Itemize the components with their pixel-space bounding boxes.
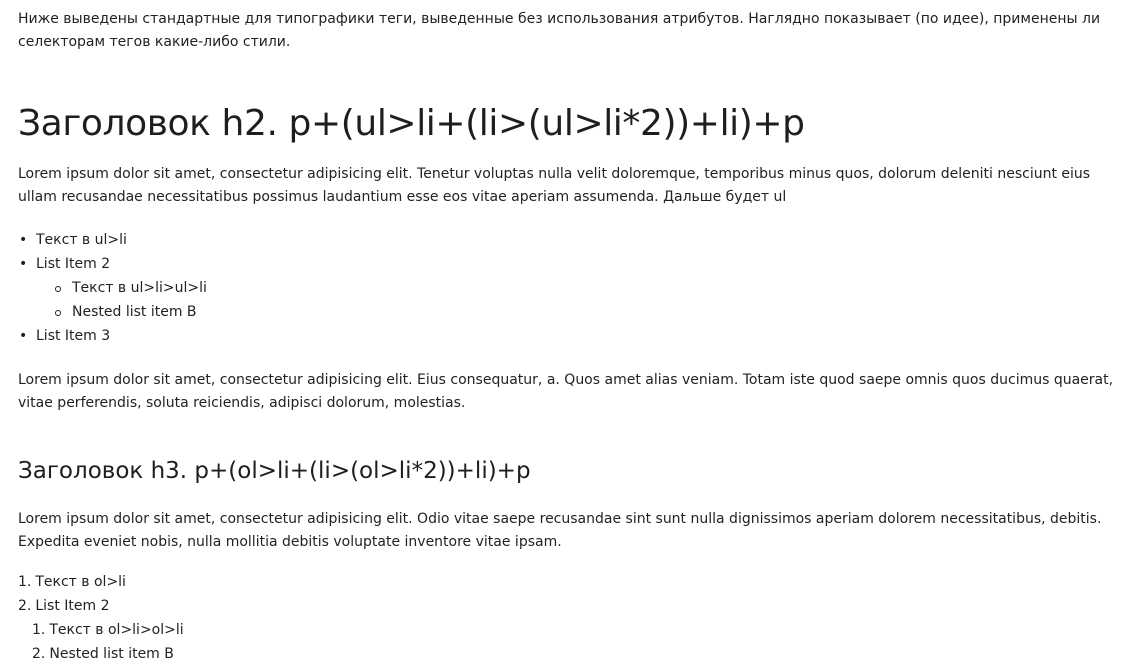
list-item-text: List Item 3	[36, 328, 111, 344]
heading-h2: Заголовок h2. p+(ul>li+(li>(ul>li*2))+li)+p	[18, 103, 805, 144]
ordered-list-item	[18, 594, 184, 666]
heading-h3: Заголовок h3. p+(ol>li+(li>(ol>li*2))+li)+p	[18, 458, 531, 484]
nested-ordered-list-item	[18, 618, 184, 642]
ordered-list	[18, 570, 184, 666]
list-item-text: List Item 2	[36, 256, 111, 272]
paragraph-1: Lorem ipsum dolor sit amet, consectetur adipisicing elit. Tenetur voluptas nulla velit doloremque, temporibus minus quos, dolorum deleniti nesciunt eius ullam recusandae necessitatibus possimus laudantium esse eos vitae aperiam assumenda. Дальше будет ul	[18, 166, 1091, 205]
list-item-text: Текст в ol>li	[35, 574, 126, 590]
nested-list-item	[54, 300, 207, 324]
list-number: 1.	[18, 574, 32, 590]
list-item-text: List Item 2	[35, 598, 110, 614]
nested-ordered-list	[18, 618, 184, 666]
nested-ordered-list-item	[18, 642, 184, 666]
list-item-text: Текст в ol>li>ol>li	[49, 622, 184, 638]
bullet-icon: •	[19, 232, 28, 248]
list-item-text: Текст в ul>li>ul>li	[72, 280, 207, 296]
list-item	[18, 228, 207, 252]
paragraph-3: Lorem ipsum dolor sit amet, consectetur adipisicing elit. Odio vitae saepe recusandae sint sunt nulla dignissimos aperiam dolorem necessitatibus, debitis. Expedita eveniet nobis, nulla mollitia debitis voluptate inventore vitae ipsam.	[18, 511, 1102, 550]
intro-paragraph: Ниже выведены стандартные для типографики теги, выведенные без использования атрибутов. Наглядно показывает (по идее), применены ли селекторам тегов какие-либо стили.	[18, 11, 1101, 50]
ordered-list-item	[18, 570, 184, 594]
list-number: 2.	[32, 646, 46, 662]
circle-bullet-icon	[55, 310, 61, 316]
list-item-text: Текст в ul>li	[36, 232, 127, 248]
list-number: 1.	[32, 622, 46, 638]
bullet-icon: •	[19, 256, 28, 272]
paragraph-2: Lorem ipsum dolor sit amet, consectetur adipisicing elit. Eius consequatur, a. Quos amet alias veniam. Totam iste quod saepe omnis quos ducimus quaerat, vitae perferendis, soluta reiciendis, adipisci dolorum, molestias.	[18, 372, 1114, 411]
list-number: 2.	[18, 598, 32, 614]
nested-unordered-list	[36, 276, 207, 324]
list-item-text: Nested list item B	[49, 646, 174, 662]
unordered-list	[18, 228, 207, 348]
nested-list-item	[54, 276, 207, 300]
list-item	[18, 252, 207, 324]
bullet-icon: •	[19, 328, 28, 344]
list-item-text: Nested list item B	[72, 304, 197, 320]
circle-bullet-icon	[55, 286, 61, 292]
list-item	[18, 324, 207, 348]
